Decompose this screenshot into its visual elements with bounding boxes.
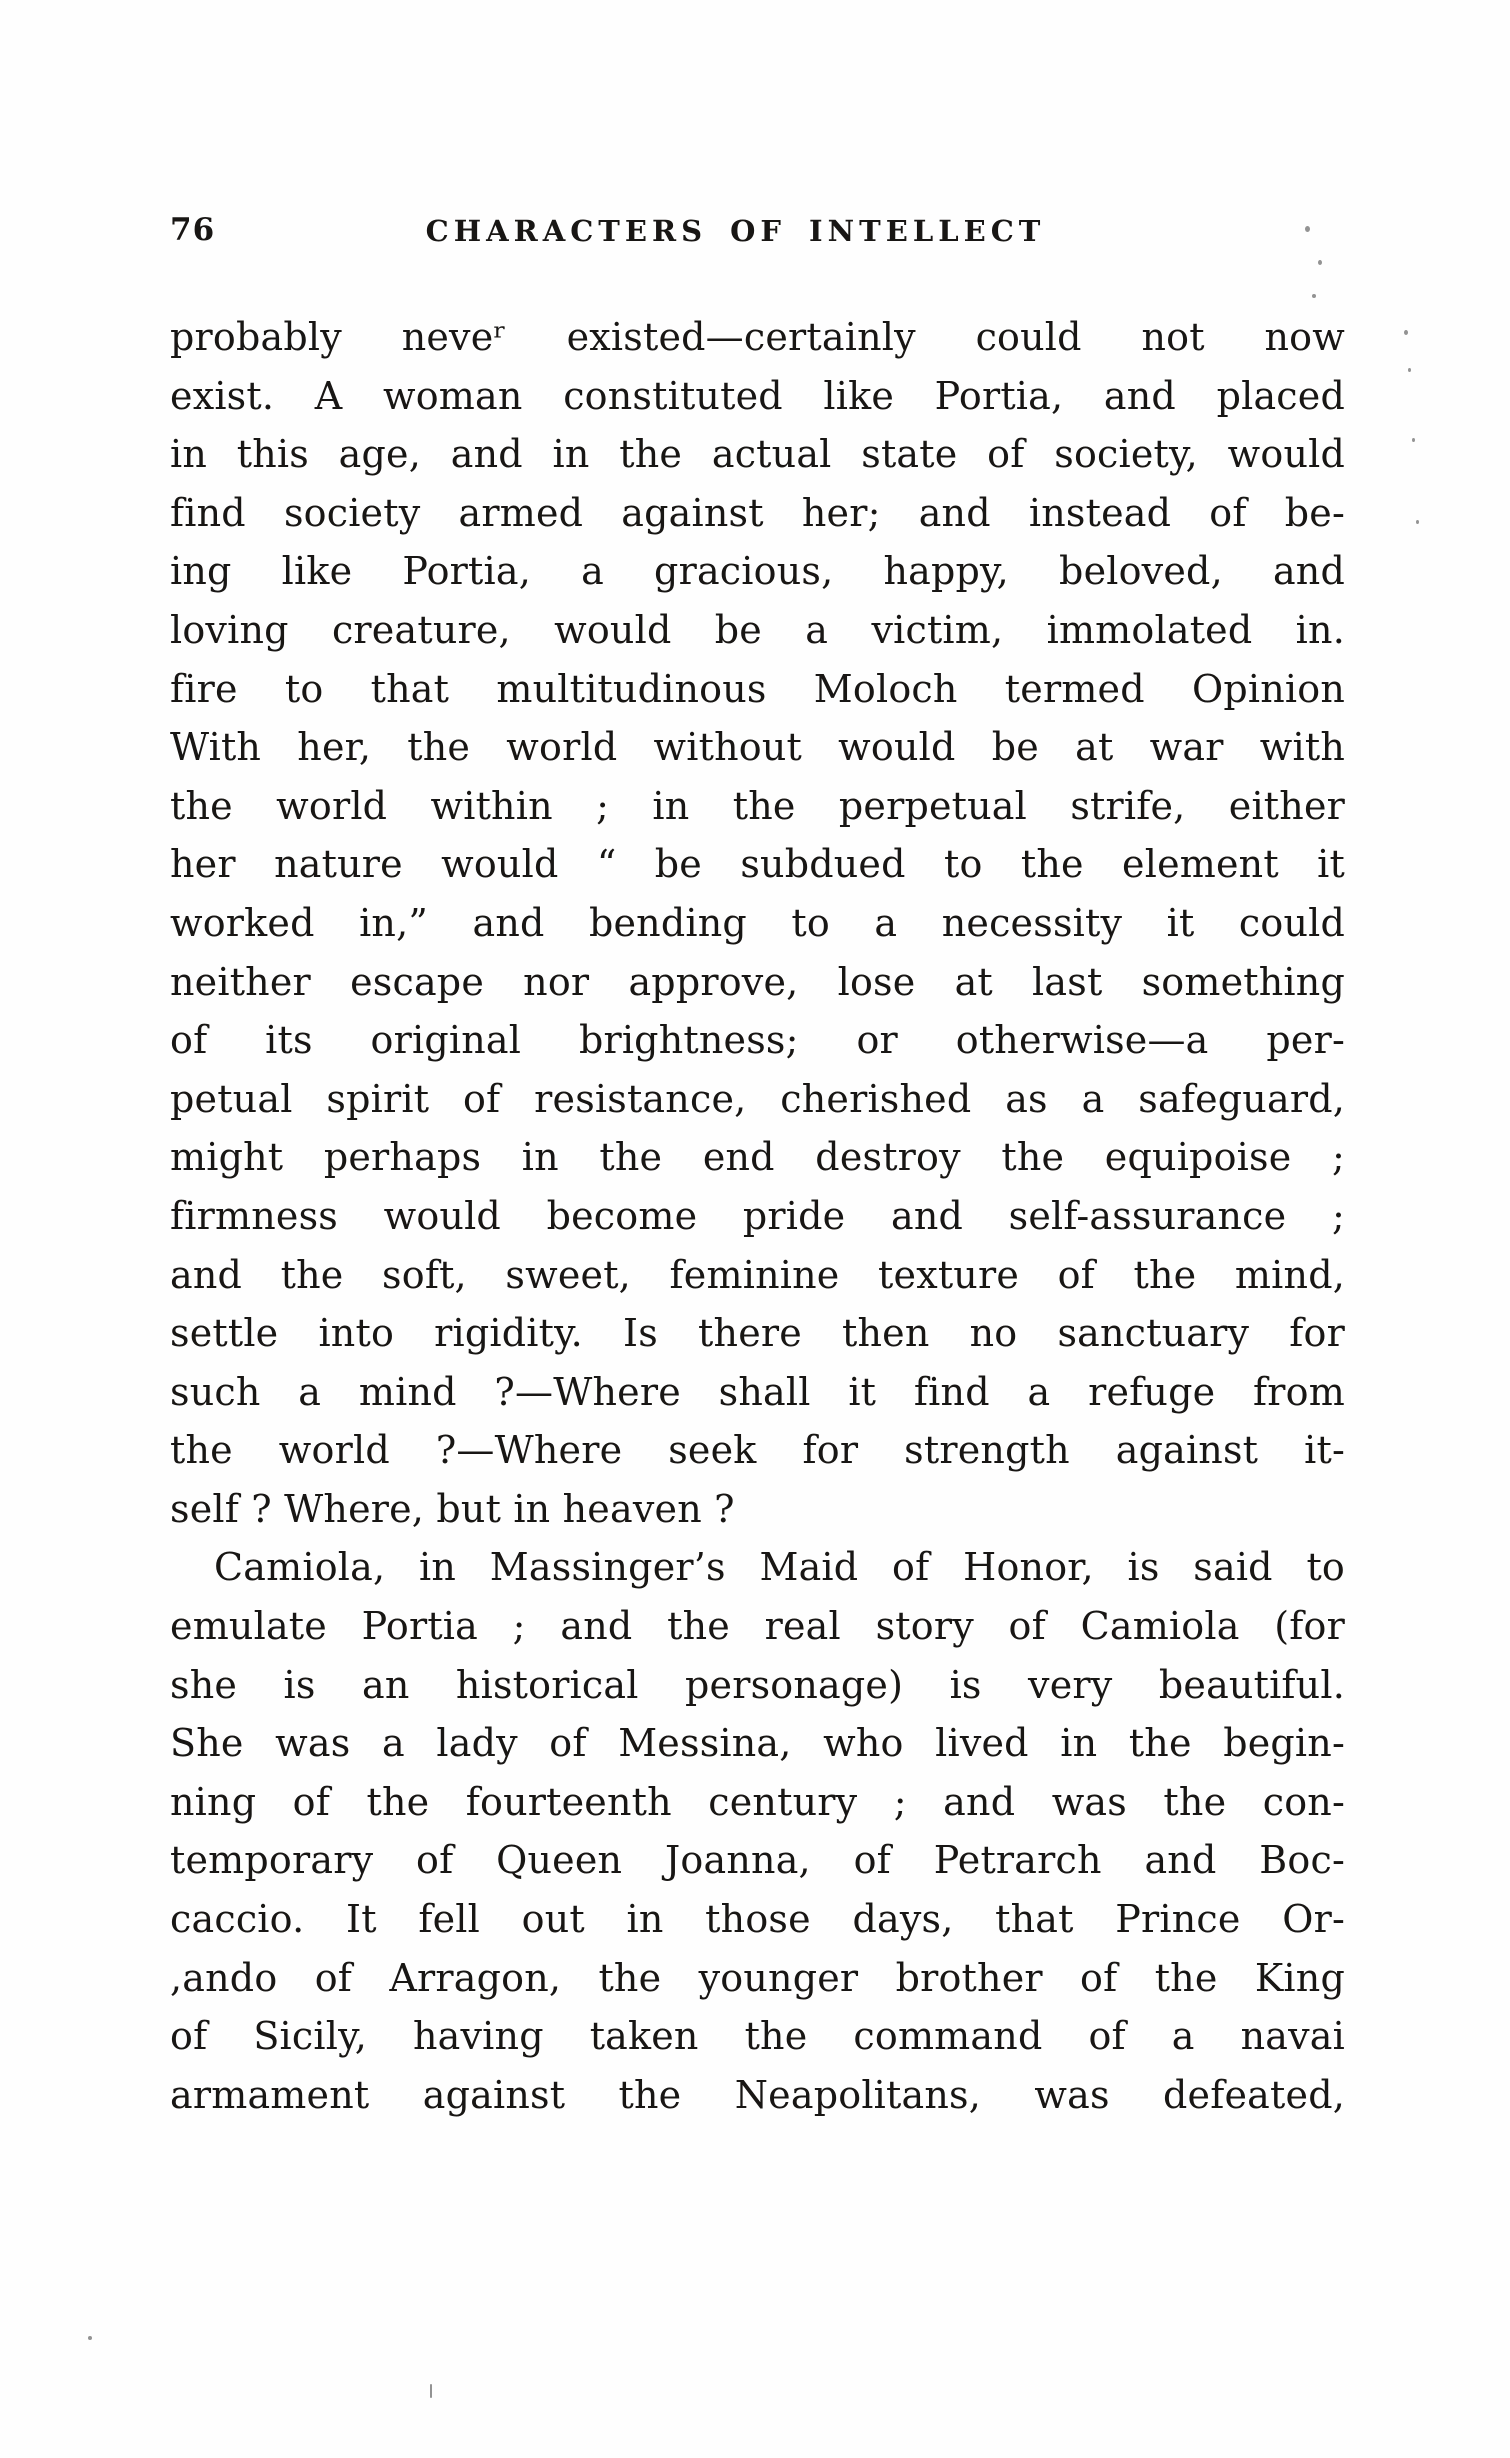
scan-speck (88, 2336, 92, 2340)
text-line: find society armed against her; and instead of be- (170, 490, 1345, 535)
text-line: self ? Where, but in heaven ? (170, 1486, 735, 1531)
scan-speck (1318, 260, 1322, 265)
running-header (170, 212, 1345, 256)
scan-speck (1312, 294, 1316, 298)
text-line: settle into rigidity. Is there then no sanctuary for (170, 1311, 1345, 1356)
text-line: of Sicily, having taken the command of a navai (170, 2014, 1345, 2059)
text-line: worked in,” and bending to a necessity it could (170, 900, 1345, 945)
text-line: loving creature, would be a victim, immolated in. (170, 607, 1345, 652)
scan-speck (1416, 520, 1419, 524)
text-line: firmness would become pride and self-assurance ; (170, 1193, 1345, 1238)
text-line: of its original brightness; or otherwise—a per- (170, 1018, 1345, 1063)
text-line: probably neveʳ existed—certainly could not now (170, 315, 1345, 359)
page-number: 76 (170, 212, 216, 248)
scan-speck (1412, 438, 1415, 442)
text-line: fire to that multitudinous Moloch termed Opinion (170, 666, 1345, 711)
text-line: caccio. It fell out in those days, that Prince Or- (170, 1897, 1345, 1942)
body-text (170, 308, 1345, 2124)
text-line: in this age, and in the actual state of society, would (170, 432, 1345, 477)
text-line: She was a lady of Messina, who lived in the begin- (170, 1721, 1345, 1766)
scan-speck (1404, 330, 1408, 335)
text-line: ning of the fourteenth century ; and was the con- (170, 1779, 1345, 1824)
text-line: ing like Portia, a gracious, happy, beloved, and (170, 549, 1345, 594)
text-line: With her, the world without would be at war with (170, 725, 1345, 770)
running-title: CHARACTERS OF INTELLECT (425, 214, 1046, 248)
text-line: emulate Portia ; and the real story of Camiola (for (170, 1604, 1345, 1649)
text-line: ,ando of Arragon, the younger brother of the King (170, 1955, 1345, 2000)
text-line: her nature would “ be subdued to the element it (170, 842, 1345, 887)
text-line: might perhaps in the end destroy the equipoise ; (170, 1135, 1345, 1180)
text-line: petual spirit of resistance, cherished as a safeguard, (170, 1076, 1345, 1121)
text-line: exist. A woman constituted like Portia, and placed (170, 373, 1345, 418)
scan-speck (1305, 226, 1310, 232)
text-line: the world within ; in the perpetual strife, either (170, 783, 1345, 828)
text-line: the world ?—Where seek for strength against it- (170, 1428, 1345, 1473)
text-line: neither escape nor approve, lose at last something (170, 959, 1345, 1004)
text-line: such a mind ?—Where shall it find a refuge from (170, 1369, 1345, 1414)
text-line: and the soft, sweet, feminine texture of the mind, (170, 1252, 1345, 1297)
text-line: temporary of Queen Joanna, of Petrarch and Boc- (170, 1838, 1345, 1883)
text-line: Camiola, in Massinger’s Maid of Honor, is said to (214, 1545, 1345, 1590)
scan-speck (1408, 368, 1411, 372)
text-line: armament against the Neapolitans, was defeated, (170, 2072, 1345, 2117)
scan-speck (430, 2384, 432, 2398)
text-line: she is an historical personage) is very beautiful. (170, 1662, 1345, 1707)
